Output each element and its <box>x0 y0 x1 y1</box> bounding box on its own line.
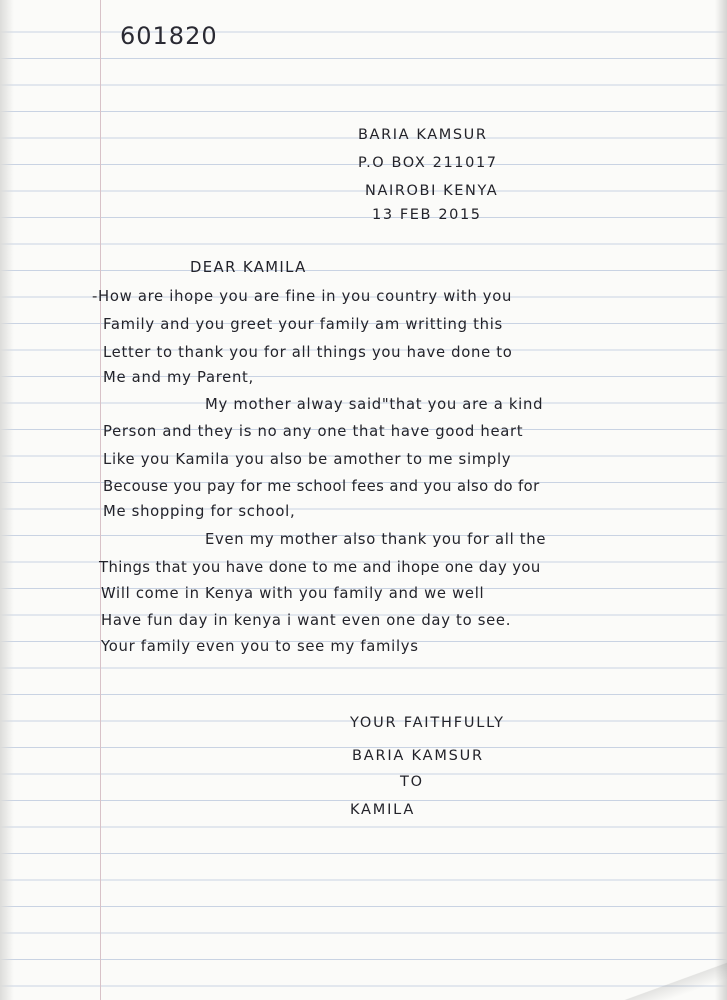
paper-edge-shadow-left <box>0 0 14 1000</box>
body-line: Becouse you pay for me school fees and you also do for <box>103 478 540 495</box>
body-line: My mother alway said"that you are a kind <box>205 396 544 413</box>
body-line: Even my mother also thank you for all the <box>205 531 547 548</box>
closing-to: TO <box>400 774 424 790</box>
body-line: Me shopping for school, <box>103 503 296 520</box>
body-line: Family and you greet your family am writting this <box>103 316 503 333</box>
sender-name: BARIA KAMSUR <box>358 127 488 143</box>
body-line: Letter to thank you for all things you have done to <box>103 344 513 361</box>
body-line: -How are ihope you are fine in you country with you <box>92 288 513 305</box>
sender-po-box: P.O BOX 211017 <box>358 155 498 171</box>
body-line: Have fun day in kenya i want even one day to see. <box>101 612 512 629</box>
salutation: DEAR KAMILA <box>190 259 307 276</box>
body-line: Person and they is no any one that have good heart <box>103 423 524 440</box>
margin-line <box>100 0 101 1000</box>
sign-off: YOUR FAITHFULLY <box>350 715 505 731</box>
body-line: Things that you have done to me and ihope one day you <box>99 559 541 576</box>
body-line: Your family even you to see my familys <box>101 638 419 655</box>
sender-city: NAIROBI KENYA <box>365 183 499 199</box>
body-line: Me and my Parent, <box>103 369 254 386</box>
recipient-name: KAMILA <box>350 802 416 818</box>
folded-corner <box>607 960 727 1000</box>
paper-edge-shadow-right <box>715 0 727 1000</box>
reference-number: 601820 <box>120 22 218 50</box>
signature-name: BARIA KAMSUR <box>352 748 484 764</box>
letter-date: 13 FEB 2015 <box>372 207 482 223</box>
body-line: Like you Kamila you also be amother to me simply <box>103 451 512 468</box>
body-line: Will come in Kenya with you family and we well <box>101 585 485 602</box>
